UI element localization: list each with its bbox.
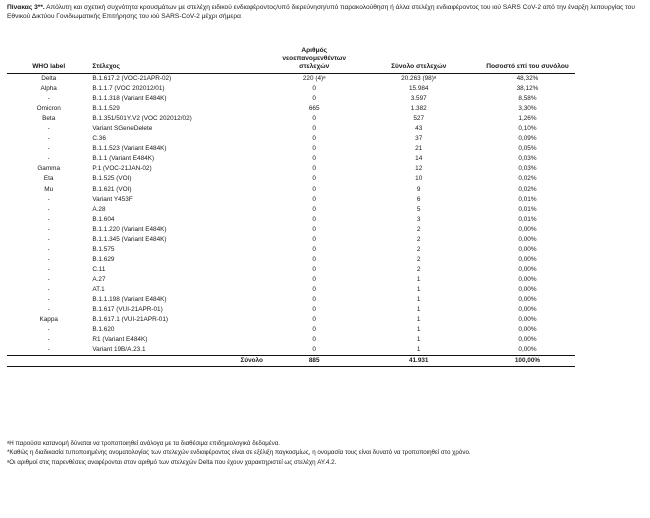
cell-who: - — [47, 135, 50, 143]
cell-strain: B.1.1.529 — [92, 105, 120, 113]
cell-new: 0 — [312, 255, 316, 263]
cell-who: Mu — [44, 185, 54, 193]
cell-pct: 0,00% — [518, 306, 537, 314]
table-row — [7, 94, 575, 104]
cell-strain: B.1.1 (Variant E484K) — [92, 155, 155, 163]
cell-who: - — [47, 125, 50, 133]
cell-pct: 0,10% — [518, 125, 537, 133]
cell-who: - — [47, 255, 50, 263]
cell-who: - — [47, 235, 50, 243]
table-row — [7, 134, 575, 144]
cell-total: 1 — [416, 336, 421, 344]
cell-new: 0 — [312, 296, 316, 304]
cell-new: 0 — [312, 215, 316, 223]
table-row — [7, 285, 575, 295]
cell-new: 0 — [312, 115, 316, 123]
cell-total: 1 — [416, 286, 421, 293]
cell-who: - — [47, 346, 50, 354]
cell-who: - — [47, 265, 50, 273]
table-header-row — [7, 47, 575, 74]
header-percentage: Ποσοστό επί του συνόλου — [480, 47, 575, 74]
table-row — [7, 305, 575, 315]
cell-pct: 0,00% — [518, 275, 537, 283]
cell-strain: B.1.575 — [92, 245, 115, 253]
cell-pct: 0,05% — [518, 145, 537, 153]
cell-pct: 48,32% — [516, 75, 539, 83]
cell-total: 37 — [415, 135, 423, 143]
cell-total: 6 — [416, 195, 421, 203]
cell-strain: B.1.1.318 (Variant E484K) — [92, 95, 167, 103]
cell-new: 0 — [312, 235, 316, 243]
cell-pct: 0,01% — [518, 205, 537, 213]
cell-pct: 0,00% — [518, 326, 537, 334]
footnote-1: ᵃΗ παρούσα κατανομή δύναται να τροποποιηθεί ανάλογα με τα διαθέσιμα επιδημιολογικά δεδομένα. — [7, 440, 280, 447]
header-strain: Στέλεχος — [90, 47, 271, 74]
cell-pct: 0,00% — [518, 286, 537, 293]
table-row — [7, 265, 575, 275]
table-row — [7, 255, 575, 265]
table-row — [7, 335, 575, 345]
cell-who: Omicron — [36, 105, 61, 113]
cell-strain: Variant 19B/A.23.1 — [92, 346, 146, 354]
cell-strain: B.1.604 — [92, 215, 115, 223]
cell-new: 0 — [312, 165, 316, 173]
cell-strain: B.1.617.1 (VUI-21APR-01) — [92, 316, 169, 324]
table-row — [7, 205, 575, 215]
cell-pct: 0,00% — [518, 245, 537, 253]
cell-new: 0 — [312, 135, 316, 143]
total-total: 41.931 — [357, 356, 479, 367]
cell-pct: 0,00% — [518, 255, 537, 263]
cell-strain: B.1.621 (VOI) — [92, 185, 132, 193]
total-label: Σύνολο — [90, 356, 271, 367]
cell-who: - — [47, 336, 50, 344]
cell-who: Eta — [43, 175, 54, 183]
cell-new: 0 — [312, 125, 316, 133]
cell-pct: 0,00% — [518, 336, 537, 344]
caption-text: Απόλυτη και σχετική συχνότητα κρουσμάτων με στελέχη ειδικού ενδιαφέροντος/υπό διερεύνηση/υπό παρακολούθηση ή άλλα στελέχη ενδιαφέροντος του ιού SARS CoV-2 από την έναρξη λειτουργίας του Εθνικού Δικτύου Γονιδιωματικής Επιτήρησης του ιού SARS-CoV-2 μέχρι σήμερα — [7, 4, 635, 20]
cell-new: 0 — [312, 336, 316, 344]
table-row — [7, 195, 575, 205]
cell-pct: 0,03% — [518, 165, 537, 173]
cell-new: 0 — [312, 306, 316, 314]
total-row — [7, 356, 575, 367]
cell-total: 527 — [413, 115, 425, 123]
header-who-label: WHO label — [7, 47, 90, 74]
cell-new: 0 — [312, 95, 316, 103]
cell-total: 5 — [416, 205, 421, 213]
table-caption — [7, 3, 641, 21]
cell-strain: Variant Y453F — [92, 195, 133, 203]
cell-new: 0 — [312, 195, 316, 203]
cell-total: 2 — [416, 265, 421, 273]
table-row — [7, 295, 575, 305]
table-row — [7, 325, 575, 335]
cell-strain: B.1.1.198 (Variant E484K) — [92, 296, 167, 304]
cell-strain: Variant SGeneDelete — [92, 125, 153, 133]
cell-total: 15.984 — [408, 85, 429, 93]
cell-pct: 0,03% — [518, 155, 537, 163]
table-row — [7, 114, 575, 124]
footnotes — [7, 439, 627, 467]
cell-total: 2 — [416, 255, 421, 263]
cell-pct: 0,00% — [518, 225, 537, 233]
cell-total: 1 — [416, 326, 421, 334]
cell-total: 1 — [416, 306, 421, 314]
cell-who: Kappa — [39, 316, 58, 324]
table-row — [7, 124, 575, 134]
cell-pct: 0,00% — [518, 346, 537, 354]
cell-total: 2 — [416, 245, 421, 253]
cell-pct: 0,00% — [518, 235, 537, 243]
cell-new: 0 — [312, 225, 316, 233]
cell-who: - — [47, 306, 50, 314]
cell-pct: 0,01% — [518, 195, 537, 203]
cell-who: - — [47, 145, 50, 153]
cell-total: 12 — [415, 165, 423, 173]
cell-strain: C.11 — [92, 265, 106, 273]
cell-new: 0 — [312, 346, 316, 354]
cell-total: 2 — [416, 225, 421, 233]
cell-strain: A.27 — [92, 275, 106, 283]
cell-pct: 8,58% — [518, 95, 537, 103]
cell-total: 1 — [416, 346, 421, 354]
cell-strain: C.36 — [92, 135, 106, 143]
variants-table — [7, 47, 575, 367]
cell-strain: B.1.1.7 (VOC 202012/01) — [92, 85, 165, 93]
header-total-strains: Σύνολο στελεχών — [357, 47, 479, 74]
cell-new: 0 — [312, 155, 316, 163]
cell-who: Gamma — [37, 165, 61, 173]
total-new: 885 — [271, 356, 358, 367]
cell-new: 0 — [312, 275, 316, 283]
cell-strain: B.1.1.523 (Variant E484K) — [92, 145, 167, 153]
cell-who: - — [47, 275, 50, 283]
cell-pct: 38,12% — [516, 85, 539, 93]
table-row — [7, 215, 575, 225]
footnote-2: *Καθώς η διαδικασία τυποποιημένης ονοματολογίας των στελεχών ενδιαφέροντος είναι σε εξέλιξη παγκοσμίως, η ονομασία τους είναι δυνατό να τροποποιηθεί στο χρόνο. — [7, 449, 471, 457]
cell-new: 0 — [312, 286, 316, 293]
cell-strain: B.1.620 — [92, 326, 115, 334]
cell-who: - — [47, 326, 50, 334]
cell-new: 0 — [312, 316, 316, 324]
cell-new: 0 — [312, 85, 316, 93]
cell-new: 0 — [312, 326, 316, 334]
cell-who: - — [47, 195, 50, 203]
cell-pct: 0,00% — [518, 265, 537, 273]
table-row — [7, 185, 575, 195]
cell-strain: B.1.1.220 (Variant E484K) — [92, 225, 167, 233]
cell-new: 0 — [312, 245, 316, 253]
cell-strain: B.1.525 (VOI) — [92, 175, 132, 183]
table-row — [7, 154, 575, 164]
table-row — [7, 235, 575, 245]
cell-total: 1.382 — [410, 105, 427, 113]
cell-pct: 0,00% — [518, 316, 537, 324]
header-new-strains: Αριθμός νεοεπανομενθέντων στελεχών — [271, 47, 358, 74]
cell-strain: R1 (Variant E484K) — [92, 336, 148, 344]
cell-who: - — [47, 296, 50, 304]
cell-who: Beta — [42, 115, 56, 123]
cell-who: Delta — [41, 75, 57, 83]
table-row — [7, 345, 575, 356]
table-row — [7, 275, 575, 285]
cell-total: 20.263 (98)ᵃ — [401, 75, 437, 83]
table-row — [7, 144, 575, 154]
table-row — [7, 104, 575, 114]
cell-strain: B.1.1.345 (Variant E484K) — [92, 235, 167, 243]
cell-who: - — [47, 215, 50, 223]
cell-total: 1 — [416, 316, 421, 324]
cell-total: 1 — [416, 275, 421, 283]
cell-who: - — [47, 205, 50, 213]
cell-new: 665 — [308, 105, 320, 113]
cell-pct: 0,01% — [518, 215, 537, 223]
table-row — [7, 74, 575, 85]
table-row — [7, 164, 575, 174]
cell-total: 43 — [415, 125, 423, 133]
cell-who: - — [47, 245, 50, 253]
caption-label: Πίνακας 3**. — [7, 4, 45, 11]
cell-total: 1 — [416, 296, 421, 304]
table-row — [7, 84, 575, 94]
cell-new: 0 — [312, 265, 316, 273]
cell-total: 14 — [415, 155, 423, 163]
cell-strain: B.1.617 (VUI-21APR-01) — [92, 306, 163, 314]
cell-who: Alpha — [40, 85, 57, 93]
cell-strain: B.1.351/501Y.V2 (VOC 202012/02) — [92, 115, 192, 123]
table-row — [7, 315, 575, 325]
cell-total: 9 — [416, 185, 421, 193]
cell-pct: 0,09% — [518, 135, 537, 143]
cell-who: - — [47, 286, 50, 293]
total-pct: 100,00% — [480, 356, 575, 367]
footnote-3: ᵃΟι αριθμοί στις παρενθέσεις αναφέρονται στον αριθμό των στελεχών Delta που έχουν χαρακτηριστεί ως στελέχη AY.4.2. — [7, 458, 337, 466]
cell-strain: B.1.629 — [92, 255, 115, 263]
cell-strain: B.1.617.2 (VOC-21APR-02) — [92, 75, 172, 83]
cell-total: 21 — [415, 145, 423, 153]
cell-total: 10 — [415, 175, 423, 183]
cell-pct: 3,30% — [518, 105, 537, 113]
table-row — [7, 245, 575, 255]
cell-total: 3.597 — [410, 95, 427, 103]
table-row — [7, 174, 575, 184]
cell-who: - — [47, 95, 50, 103]
cell-new: 0 — [312, 145, 316, 153]
cell-new: 0 — [312, 185, 316, 193]
cell-pct: 0,00% — [518, 296, 537, 304]
cell-new: 0 — [312, 205, 316, 213]
table-row — [7, 225, 575, 235]
cell-strain: P.1 (VOC-21JAN-02) — [92, 165, 152, 173]
cell-strain: AT.1 — [92, 286, 105, 293]
cell-total: 2 — [416, 235, 421, 243]
cell-pct: 0,02% — [518, 175, 537, 183]
cell-strain: A.28 — [92, 205, 106, 213]
cell-who: - — [47, 225, 50, 233]
cell-pct: 1,26% — [518, 115, 537, 123]
cell-new: 220 (4)ᵃ — [302, 75, 326, 83]
cell-new: 0 — [312, 175, 316, 183]
cell-total: 3 — [416, 215, 421, 223]
total-who — [7, 356, 90, 367]
cell-pct: 0,02% — [518, 185, 537, 193]
cell-who: - — [47, 155, 50, 163]
